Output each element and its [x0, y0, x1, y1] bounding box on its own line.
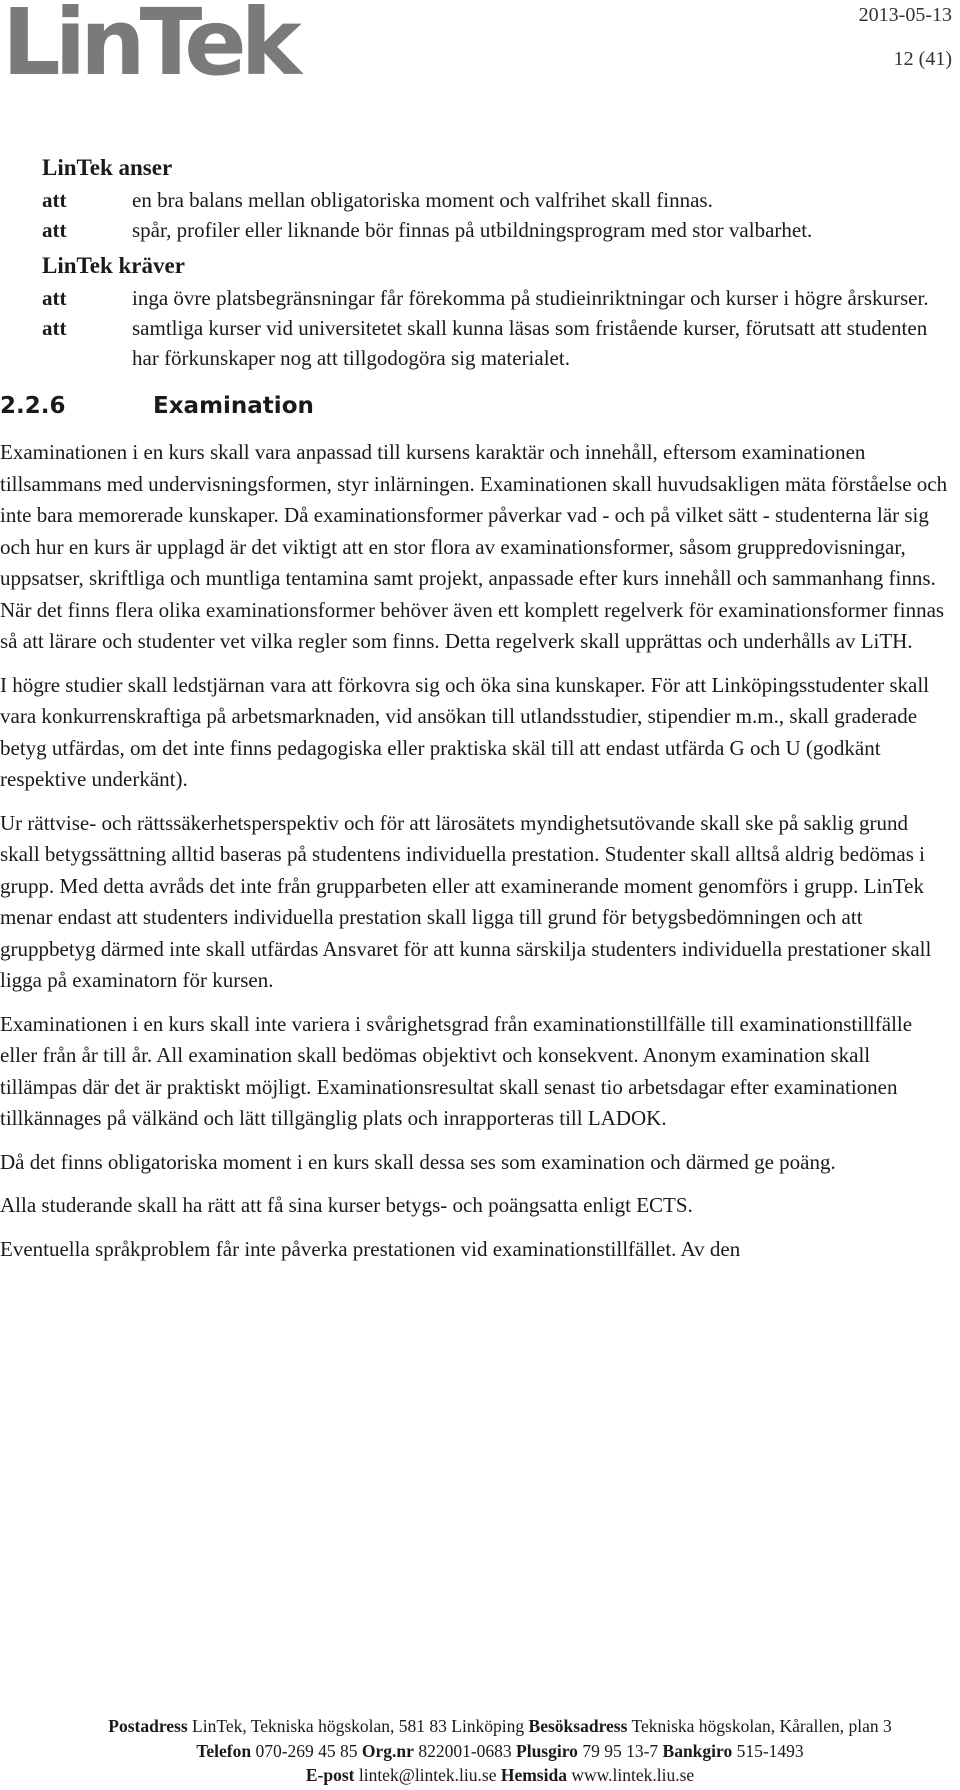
paragraph: I högre studier skall ledstjärnan vara att förkovra sig och öka sina kunskaper. För att Linköpingsstudenter skall vara konkurrenskraftiga på arbetsmarknaden, vid ansökan till utlandsstudier, stipendier m.m., skall graderade betyg utfärdas, om det inte finns pedagogiska eller praktiska skäl till att endast utfärda G och U (godkänt respektive underkänt). — [0, 672, 930, 791]
footer-line-3: E-post lintek@lintek.liu.se Hemsida www.lintek.liu.se — [305, 1765, 695, 1785]
anser-heading: LinTek anser — [42, 155, 173, 180]
paragraph: Ur rättvise- och rättssäkerhetsperspektiv och för att lärosätets myndighetsutövande skall ske på saklig grund skall betygssättning alltid baseras på studentens individuella prestation. Studenter skall alltså aldrig bedömas i grupp. Med detta avråds det inte från grupparbeten eller att examinerande moment genomförs i grupp. LinTek menar endast att studenters individuella prestation skall ligga till grund för betygsbedömningen och att gruppbetyg därmed inte skall utfärdas Ansvaret för att kunna särskilja studenters individuella prestationer skall ligga på examinatorn för kursen. — [0, 810, 932, 992]
document-body — [0, 155, 952, 1277]
footer-line-2: Telefon 070-269 45 85 Org.nr 822001-0683 Plusgiro 79 95 13-7 Bankgiro 515-1493 — [196, 1740, 804, 1761]
section-title: Examination — [153, 393, 314, 419]
website-link[interactable]: www.lintek.liu.se — [571, 1765, 695, 1785]
paragraph: Alla studerande skall ha rätt att få sina kurser betygs- och poängsatta enligt ECTS. — [0, 1193, 693, 1217]
document-date: 2013-05-13 — [858, 4, 952, 26]
list-item: att en bra balans mellan obligatoriska moment och valfrihet skall finnas. — [42, 188, 713, 212]
paragraph: Eventuella språkproblem får inte påverka prestationen vid examinationstillfället. Av den — [0, 1236, 741, 1261]
list-item: att spår, profiler eller liknande bör finnas på utbildningsprogram med stor valbarhet. — [42, 218, 813, 242]
section-heading — [0, 393, 952, 419]
section-number: 2.2.6 — [0, 393, 66, 419]
page-number: 12 (41) — [893, 48, 952, 70]
paragraph: Examinationen i en kurs skall inte variera i svårighetsgrad från examinationstillfälle till examinationstillfälle eller från år till år. All examination skall bedömas objektivt och konsekvent. Anonym examination skall tillämpas där det är praktiskt möjligt. Examinationsresultat skall senast tio arbetsdagar efter examinationen tillkännages på välkänd och lätt tillgänglig plats och inrapporteras till LADOK. — [0, 1011, 913, 1130]
lintek-logo — [0, 0, 310, 80]
email-link[interactable]: lintek@lintek.liu.se — [358, 1765, 497, 1785]
list-item: att inga övre platsbegränsningar får förekomma på studieinriktningar och kurser i högre årskurser. — [42, 286, 929, 310]
footer-line-1: Postadress LinTek, Tekniska högskolan, 581 83 Linköping Besöksadress Tekniska högskolan, Kårallen, plan 3 — [108, 1716, 892, 1736]
paragraph: Examinationen i en kurs skall vara anpassad till kursens karaktär och innehåll, eftersom examinationen tillsammans med undervisningsformen, styr inlärningen. Examinationen skall huvudsakligen mäta förståelse och inte bara memorerade kunskaper. Då examinationsformer påverkar vad - och på vilket sätt - studenterna lär sig och hur en kurs är upplagd är det viktigt att en stor flora av examinationsformer, såsom gruppredovisningar, uppsatser, skriftliga och muntliga tentamina samt projekt, anpassade efter kurs innehåll och sammanhang finns. När det finns flera olika examinationsformer behöver även ett komplett regelverk för examinationsformer finnas så att lärare och studenter vet vilka regler som finns. Detta regelverk skall upprättas och underhålls av LiTH. — [0, 440, 948, 653]
logo-text: LinTek — [2, 0, 296, 80]
kraver-heading: LinTek kräver — [42, 253, 185, 278]
page-footer — [0, 1714, 960, 1788]
list-item: att samtliga kurser vid universitetet skall kunna läsas som fristående kurser, förutsatt att studenten har förkunskaper nog att tillgodogöra sig materialet. — [42, 316, 928, 370]
paragraph: Då det finns obligatoriska moment i en kurs skall dessa ses som examination och därmed ge poäng. — [0, 1149, 836, 1174]
